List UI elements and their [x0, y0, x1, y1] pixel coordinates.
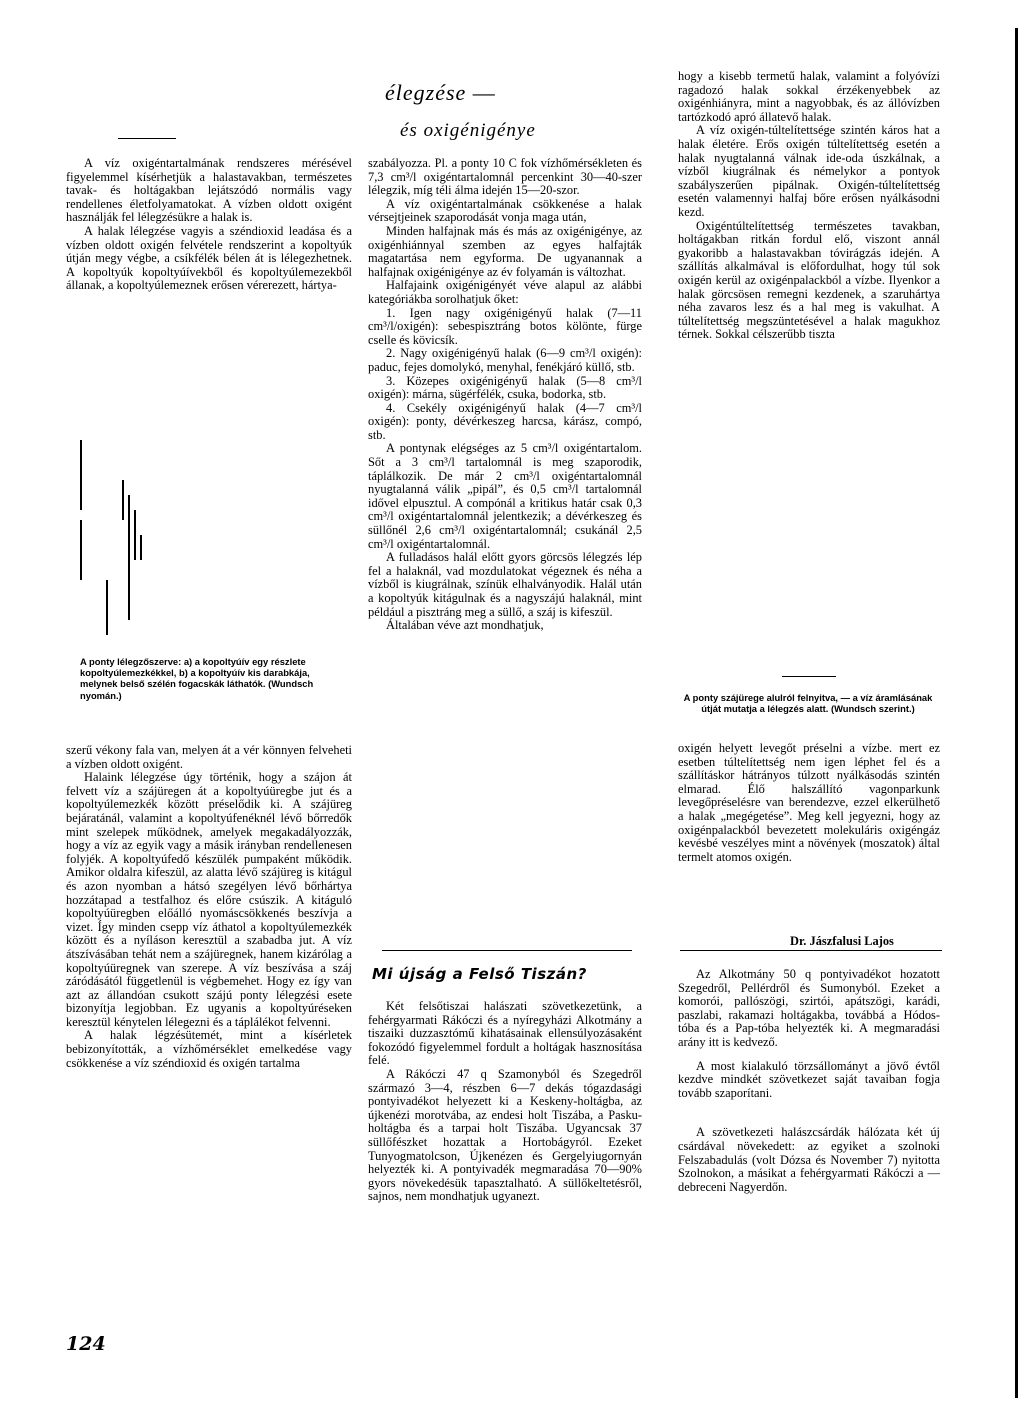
middle-paragraph-7: 3. Közepes oxigénigényű halak (5—8 cm³/l oxigén): márna, sügérfélék, csuka, bodorka, stb.	[368, 373, 642, 402]
middle-paragraph-10: A fulladásos halál előtt gyors görcsös lélegzés lép fel a halaknál, vad mozdulatokat végeznek és néha a vízből is kiugrálnak, színük elhalványodik. Halál után a kopoltyúk kitágulnak és a nagyszájú halaknál, mint például a pisztráng meg a süllő, a száj is kifeszül.	[368, 550, 642, 619]
middle-paragraph-11: Általában véve azt mondhatjuk,	[386, 618, 544, 633]
page-number: 124	[66, 1333, 106, 1355]
middle-paragraph-1: szabályozza. Pl. a ponty 10 C fok vízhőmérsékleten és 7,3 cm³/l oxigéntartalomnál percenkint 30—40-szer lélegzik, míg téli álma idején 15—20-szor.	[368, 156, 642, 198]
left-paragraph-3: szerű vékony fala van, melyen át a vér könnyen felveheti a vízben oldott oxigént.	[66, 743, 352, 771]
middle-paragraph-9: A pontynak elégséges az 5 cm³/l oxigéntartalom. Sőt a 3 cm³/l tartalomnál is meg szaporodik, táplálkozik. De már 2 cm³/l oxigéntartalomnál nyugtalanná válik „pipál”, és 0,5 cm³/l tartalomnál idővel elpusztul. A compónál a kritikus határ csak 0,3 cm³/l oxigéntartalomnál jelentkezik; a dévérkeszeg és süllőnél 2,6 cm³/l oxigéntartalomnál; csukánál 2,5 cm³/l oxigéntartalomnál.	[368, 441, 642, 551]
headline-line2: és oxigénigénye	[400, 120, 536, 141]
right-paragraph-4: oxigén helyett levegőt préselni a vízbe. mert ez esetben túltelítettség nem igen léphet fel és a szállításkor hátrányos túlzott nyálkásodás szintén elmarad. Élő halszállító vagonparkunk levegőpréselésre van berendezve, ezzel elkerülhető a halak „megégetése”. Meg kell jegyezni, hogy az oxigénpalackból bevezetett molekuláris oxigéngáz kevésbé veszélyes mint a növények (moszatok) által termelt atomos oxigén.	[678, 741, 940, 864]
news-middle-column	[368, 1000, 642, 1204]
right-paragraph-1: hogy a kisebb termetű halak, valamint a folyóvízi ragadozó halak sokkal érzékenyebbek az oxigénhiányra, mint a nagyobbak, és az állóvízben tartózkodó apró állatevő halak.	[678, 69, 940, 124]
left-paragraph-2: A halak lélegzése vagyis a széndioxid leadása és a vízben oldott oxigén felvétele rendszerint a kopoltyúk útján megy végbe, a csíkfélék bélen át is lélegezhetnek. A kopoltyúk kopoltyúívekből és kopoltyúlemezekből állanak, a kopoltyúlemeznek erősen vérerezett, hártya-	[66, 223, 352, 293]
middle-paragraph-5: 1. Igen nagy oxigénigényű halak (7—11 cm³/l/oxigén): sebespisztráng botos kölönte, fürge cselle és kövicsík.	[368, 305, 642, 347]
middle-paragraph-6: 2. Nagy oxigénigényű halak (6—9 cm³/l oxigén): paduc, fejes domolykó, menyhal, fenékjáró küllő, stb.	[368, 346, 642, 374]
left-paragraph-4: Halaink lélegzése úgy történik, hogy a szájon át felvett víz a szájüregen át a kopoltyúüregbe jut és a kopoltyúlemezkék között préselődik ki. A szájüreg bejáratánál, valamint a kopoltyúfenéknél lévő bőrredők mint szelepek működnek, amelyek megakadályozzák, hogy a víz az egyik vagy a másik irányban rendellenesen folyjék. A kopoltyúfedő készülék pumpaként működik. Amikor oldalra kifeszül, az alatta lévő szájüreg is kitágul és azon nyomban a hátsó szegélyen lévő bőrhártya hozzátapad a testfalhoz és előre csúszik. A kitáguló kopoltyúüregben előálló nyomáscsökkenés beszívja a vizet. Így minden csepp víz áthatol a kopoltyúlemezkék között és a nyíláson keresztül a szabadba jut. A víz átszívásában tehát nem a szájüregnek, hanem kizárólag a kopoltyúüregnek van szerepe. A víz beszívása a száj záródásától függetlenül is végbemehet. Hogy ez így van azt az állandóan csukott szájú ponty lélegzési esete bizonyítja legjobban. Ez ugyanis a kopoltyúréseken keresztül kénytelen lélegezni és a táplálékot felvenni.	[66, 770, 352, 1029]
middle-paragraph-4: Halfajaink oxigénigényét véve alapul az alábbi kategóriákba sorolhatjuk őket:	[368, 278, 642, 306]
section-separator-right	[680, 950, 942, 951]
right-column-top	[678, 70, 940, 342]
right-column-bottom	[678, 742, 940, 864]
gill-figure	[70, 440, 180, 640]
right-paragraph-2: A víz oxigén-túltelítettsége szintén káros hat a halak életére. Erős oxigén túltelítettség esetén a halak nyugtalanná válnak ide-oda úszkálnak, a vízből kiugrálnak és némelykor a pontyok szabályszerűen pipálnak. Oxigén-túltelítettség esetén valamennyi halfaj bőre erősen nyálkásodni kezd.	[678, 123, 940, 219]
left-paragraph-5: A halak légzésütemét, mint a kísérletek bebizonyították, a vízhőmérséklet emelkedése vagy csökkenése a víz széndioxid és oxigén tartalma	[66, 1028, 352, 1070]
right-figure-rule	[782, 676, 836, 677]
headline-line1: élegzése —	[385, 80, 496, 105]
left-column-top	[66, 157, 352, 293]
author-signature: Dr. Jászfalusi Lajos	[790, 934, 894, 948]
news-paragraph-1: Két felsőtiszai halászati szövetkezetünk, a fehérgyarmati Rákóczi és a nyíregyházi Alkotmány a tiszaiki duzzasztómű kihatásainak ellensúlyozásaként fokozódó figyelemmel fordult a holtágak hasznosítása felé.	[368, 999, 642, 1068]
middle-column	[368, 157, 642, 633]
news-paragraph-2: A Rákóczi 47 q Szamonyból és Szegedről származó 3—4, részben 6—7 dekás tógazdasági pontyivadékot helyezett ki a Keskeny-holtágba, az újkenézi morotvába, az endesi holt Tiszába, a Pasku-holtágba és a tarpai holt Tiszába. Ugyancsak 37 süllőfészket hozattak a Hortobágyról. Ezeket Tunyogmatolcson, Újkenézen és Gergelyiugornyán helyezték ki. A pontyivadék megmaradása 70—90% gyors növekedésük tapasztalható. A süllőkeltetésről, sajnos, nem mondhatjuk ugyanezt.	[368, 1066, 642, 1204]
right-edge-rule	[1015, 28, 1018, 1398]
right-paragraph-3: Oxigéntúltelítettség természetes tavakban, holtágakban ritkán fordul elő, viszont annál gyakoribb a halastavakban tóvirágzás idején. A szállítás alkalmával is előfordulhat, hogy túl sok oxigén kerül az oxigénpalackból a vízbe. Ilyenkor a halak görcsösen remegni kezdenek, a szaruhártya néha zavaros lesz és a hal meg is vakulhat. A túltelítettség megszüntetésével a halak magukhoz térnek. Sokkal célszerűbb tiszta	[678, 218, 940, 342]
right-figure-caption: A ponty szájürege alulról felnyitva, — a víz áramlásának útját mutatja a lélegzés alatt. (Wundsch szerint.)	[683, 692, 933, 715]
section-separator-middle	[382, 950, 632, 951]
left-paragraph-1: A víz oxigéntartalmának rendszeres mérésével figyelemmel kísérhetjük a halastavakban, természetes tavak- és holtágakban lejátszódó normális vagy rendellenes életfolyamatokat. A vízben oldott oxigént használják fel lélegzésükre a halak is.	[66, 156, 352, 225]
left-top-rule	[118, 138, 176, 139]
middle-paragraph-2: A víz oxigéntartalmának csökkenése a halak vérsejtjeinek szaporodását vonja maga után,	[368, 196, 642, 225]
middle-paragraph-3: Minden halfajnak más és más az oxigénigénye, az oxigénhiánnyal szemben az egyes halfajták magatartása nem egyforma. De ugyanannak a halfajnak oxigénigénye az év folyamán is változhat.	[368, 223, 642, 279]
left-column-bottom	[66, 744, 352, 1070]
news-right-column	[678, 968, 940, 1194]
middle-paragraph-8: 4. Csekély oxigénigényű halak (4—7 cm³/l oxigén): ponty, dévérkeszeg harcsa, kárász, compó, stb.	[368, 400, 642, 442]
news-paragraph-3: Az Alkotmány 50 q pontyivadékot hozatott Szegedről, Pellérdről és Sumonyból. Ezeket a komorói, pallószögi, szirtói, apátszögi, karádi, paszlabi, rakamazi holtágakba, továbbá a Hódos-tóba és a Pap-tóba helyezték ki. A megmaradási arány itt is kedvező.	[678, 967, 940, 1049]
news-paragraph-4: A most kialakuló törzsállományt a jövő évtől kezdve mindkét szövetkezet saját tavaiban fogja tovább szaporítani.	[678, 1058, 940, 1100]
news-paragraph-5: A szövetkezeti halászcsárdák hálózata két új csárdával növekedett: az egyiket a szolnoki Felszabadulás (volt Dózsa és November 7) nyitotta Szolnokon, a másikat a fehérgyarmati Rákóczi a — debreceni Nagyerdőn.	[678, 1125, 940, 1194]
news-section-title: Mi újság a Felső Tiszán?	[372, 965, 587, 983]
left-figure-caption: A ponty lélegzőszerve: a) a kopoltyúív egy részlete kopoltyúlemezkékkel, b) a kopoltyúív kis darabkája, melynek belső szélén fogacskák láthatók. (Wundsch nyomán.)	[80, 656, 314, 701]
